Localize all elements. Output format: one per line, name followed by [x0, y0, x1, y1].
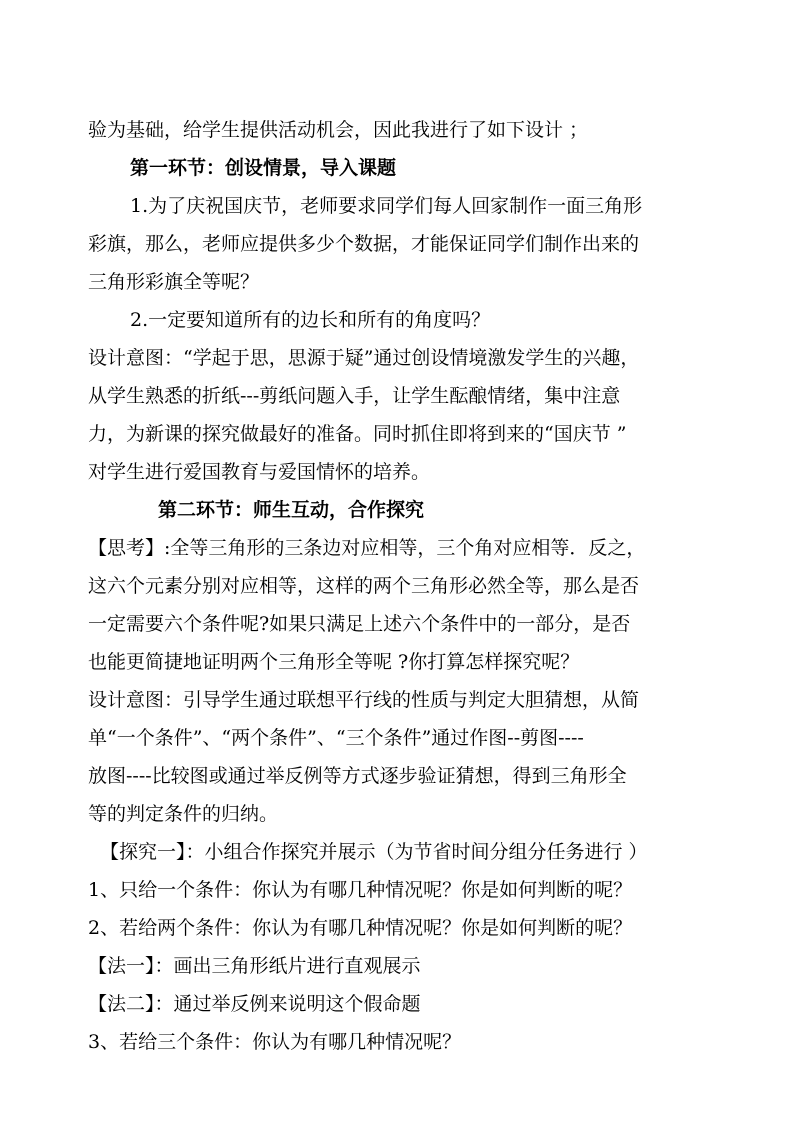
paragraph-line: 这六个元素分别对应相等，这样的两个三角形必然全等，那么是否	[88, 575, 640, 597]
paragraph-line: 等的判定条件的归纳。	[88, 803, 279, 825]
list-item: 1、只给一个条件：你认为有哪几种情况呢？你是如何判断的呢？	[88, 879, 633, 901]
paragraph-line: 【探究一】：小组合作探究并展示（为节省时间分组分任务进行 ）	[100, 841, 648, 863]
paragraph-line: 1.为了庆祝国庆节，老师要求同学们每人回家制作一面三角形	[130, 195, 643, 217]
section-heading-2: 第二环节：师生互动，合作探究	[158, 499, 425, 521]
paragraph-line: 设计意图：“学起于思，思源于疑”通过创设情境激发学生的兴趣，	[88, 347, 640, 369]
paragraph-line: 【法二】：通过举反例来说明这个假命题	[88, 993, 421, 1015]
paragraph-line: 对学生进行爱国教育与爱国情怀的培养。	[88, 461, 431, 483]
paragraph-line: 也能更简捷地证明两个三角形全等呢 ?你打算怎样探究呢？	[88, 651, 580, 673]
paragraph-line: 一定需要六个条件呢?如果只满足上述六个条件中的一部分，是否	[88, 613, 631, 635]
paragraph-line: 从学生熟悉的折纸---剪纸问题入手，让学生酝酿情绪，集中注意	[88, 385, 621, 407]
paragraph-line: 力，为新课的探究做最好的准备。同时抓住即将到来的“国庆节 ”	[88, 423, 627, 445]
paragraph-line: 三角形彩旗全等呢？	[88, 271, 260, 293]
paragraph-line: 验为基础，给学生提供活动机会，因此我进行了如下设计 ；	[88, 119, 589, 141]
section-heading-1: 第一环节：创设情景，导入课题	[130, 157, 397, 179]
paragraph-line: 2.一定要知道所有的边长和所有的角度吗？	[130, 309, 491, 331]
list-item: 3、若给三个条件：你认为有哪几种情况呢？	[88, 1031, 462, 1053]
paragraph-line: 彩旗，那么，老师应提供多少个数据，才能保证同学们制作出来的	[88, 233, 640, 255]
paragraph-line: 放图----比较图或通过举反例等方式逐步验证猜想，得到三角形全	[88, 765, 627, 787]
paragraph-line: 设计意图：引导学生通过联想平行线的性质与判定大胆猜想，从简	[88, 689, 640, 711]
list-item: 2、若给两个条件：你认为有哪几种情况呢？你是如何判断的呢？	[88, 917, 633, 939]
paragraph-line: 【法一】：画出三角形纸片进行直观展示	[88, 955, 421, 977]
paragraph-line: 【思考】:全等三角形的三条边对应相等，三个角对应相等．反之，	[88, 537, 646, 559]
paragraph-line: 单“一个条件”、“两个条件”、“三个条件”通过作图--剪图----	[88, 727, 584, 749]
